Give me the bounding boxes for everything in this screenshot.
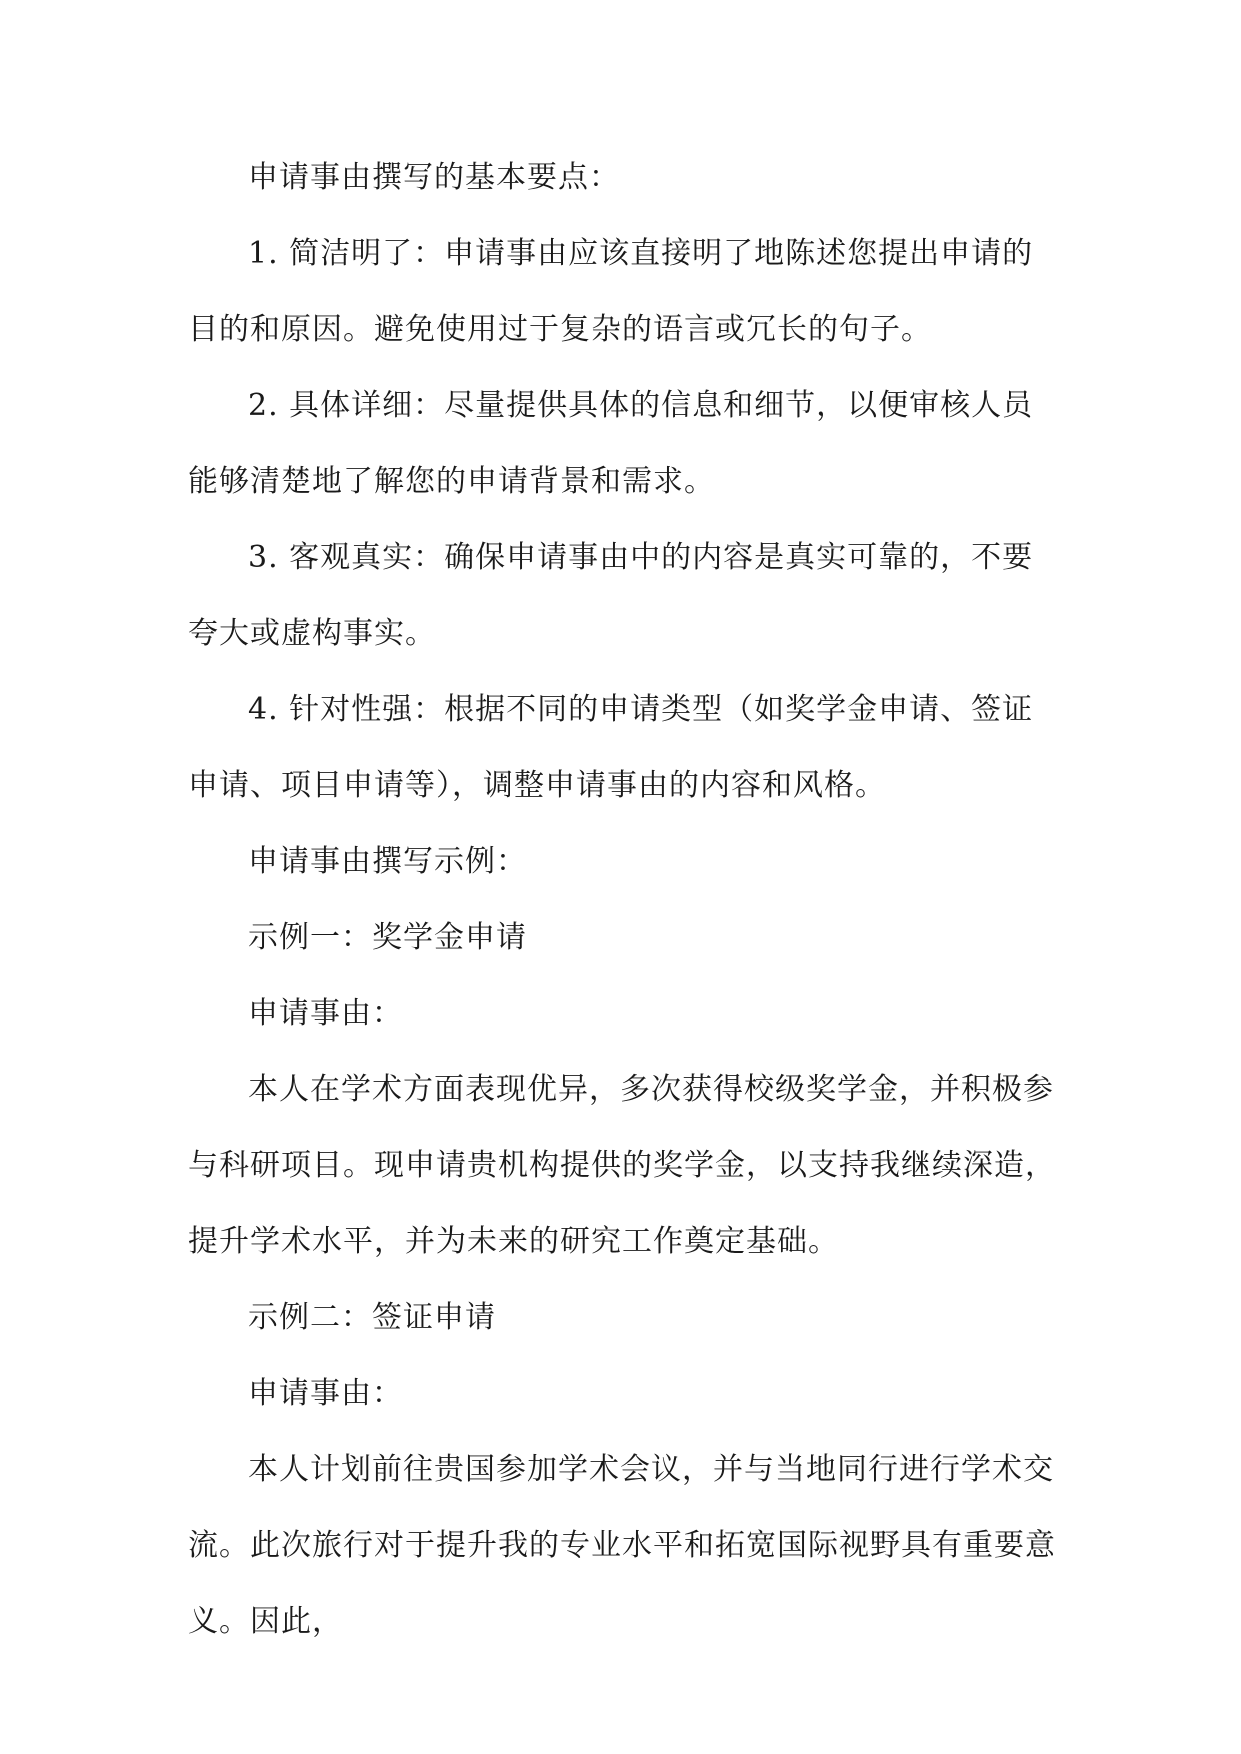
example-two-body: 本人计划前往贵国参加学术会议，并与当地同行进行学术交流。此次旅行对于提升我的专业水平和拓宽国际视野具有重要意义。因此， — [188, 1452, 1056, 1639]
example-one-label: 申请事由： — [248, 996, 403, 1031]
example-one-body: 本人在学术方面表现优异，多次获得校级奖学金，并积极参与科研项目。现申请贵机构提供的奖学金，以支持我继续深造，提升学术水平，并为未来的研究工作奠定基础。 — [188, 1072, 1056, 1259]
example-two-title: 示例二：签证申请 — [248, 1300, 496, 1335]
list-item-objective: 3. 客观真实：确保申请事由中的内容是真实可靠的，不要夸大或虚构事实。 — [188, 540, 1034, 651]
heading-key-points: 申请事由撰写的基本要点： — [248, 160, 620, 195]
document-body — [188, 140, 1058, 1660]
example-one-title: 示例一：奖学金申请 — [248, 920, 527, 955]
heading-examples: 申请事由撰写示例： — [248, 844, 527, 879]
example-two-label: 申请事由： — [248, 1376, 403, 1411]
list-item-concise: 1. 简洁明了：申请事由应该直接明了地陈述您提出申请的目的和原因。避免使用过于复杂的语言或冗长的句子。 — [188, 236, 1034, 347]
list-item-targeted: 4. 针对性强：根据不同的申请类型（如奖学金申请、签证申请、项目申请等），调整申请事由的内容和风格。 — [188, 692, 1034, 803]
list-item-specific: 2. 具体详细：尽量提供具体的信息和细节，以便审核人员能够清楚地了解您的申请背景和需求。 — [188, 388, 1034, 499]
